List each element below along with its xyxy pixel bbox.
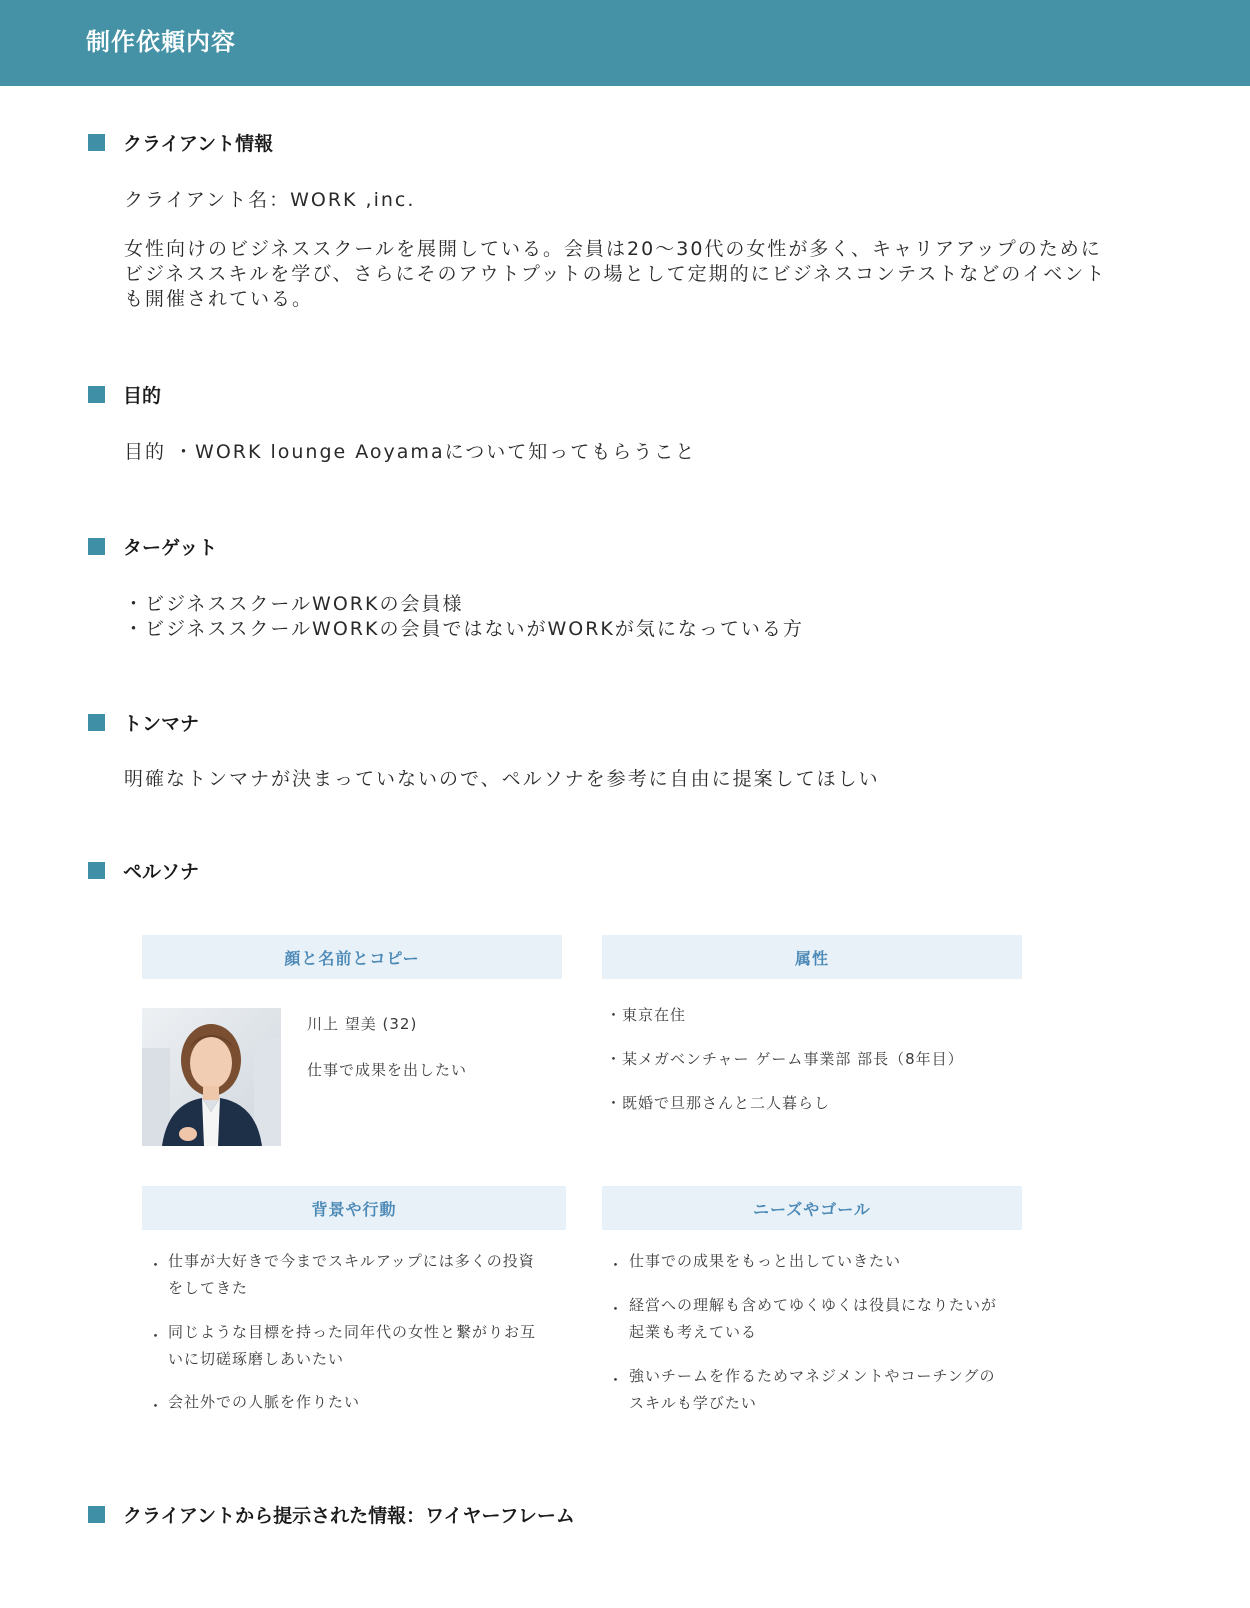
client-description-line-2: ビジネススキルを学び、さらにそのアウトプットの場として定期的にビジネスコンテストなどのイベント: [124, 263, 1107, 285]
purpose-text: 目的 ・WORK lounge Aoyamaについて知ってもらうこと: [124, 441, 697, 463]
section-marker-icon: [88, 714, 105, 731]
section-marker-icon: [88, 1506, 105, 1523]
persona-name: 川上 望美 (32): [307, 1015, 418, 1033]
persona-attribute-item: ・東京在住: [606, 1006, 687, 1024]
background-item-1-line-2: をしてきた: [168, 1279, 249, 1297]
tone-text: 明確なトンマナが決まっていないので、ペルソナを参考に自由に提案してほしい: [124, 768, 880, 790]
bullet-icon: ・: [148, 1256, 164, 1274]
section-title-tone: トンマナ: [123, 713, 200, 735]
bullet-icon: ・: [608, 1256, 624, 1274]
needs-item-3-line-1: 強いチームを作るためマネジメントやコーチングの: [629, 1367, 996, 1385]
background-item-1-line-1: 仕事が大好きで今までスキルアップには多くの投資: [168, 1252, 535, 1270]
bullet-icon: ・: [148, 1327, 164, 1345]
persona-background-header: 背景や行動: [142, 1186, 566, 1230]
persona-attributes-header: 属性: [602, 935, 1022, 979]
persona-copy: 仕事で成果を出したい: [307, 1061, 468, 1079]
section-title-purpose: 目的: [123, 385, 162, 407]
section-marker-icon: [88, 862, 105, 879]
section-title-persona: ペルソナ: [123, 861, 200, 883]
needs-item-2-line-2: 起業も考えている: [629, 1323, 758, 1341]
client-name: クライアント名：WORK ,inc.: [124, 189, 416, 211]
background-item-2-line-2: いに切磋琢磨しあいたい: [168, 1350, 345, 1368]
persona-photo: [142, 1008, 281, 1146]
persona-portrait-icon: [142, 1008, 281, 1146]
background-item-3-line-1: 会社外での人脈を作りたい: [168, 1393, 361, 1411]
section-marker-icon: [88, 134, 105, 151]
section-title-target: ターゲット: [123, 537, 218, 559]
page-title: 制作依頼内容: [86, 28, 236, 56]
section-marker-icon: [88, 386, 105, 403]
persona-face-header: 顔と名前とコピー: [142, 935, 562, 979]
bullet-icon: ・: [608, 1300, 624, 1318]
section-marker-icon: [88, 538, 105, 555]
target-item-2: ・ビジネススクールWORKの会員ではないがWORKが気になっている方: [124, 618, 804, 640]
needs-item-3-line-2: スキルも学びたい: [629, 1394, 757, 1412]
persona-needs-header: ニーズやゴール: [602, 1186, 1022, 1230]
background-item-2-line-1: 同じような目標を持った同年代の女性と繋がりお互: [168, 1323, 537, 1341]
client-description-line-1: 女性向けのビジネススクールを展開している。会員は20〜30代の女性が多く、キャリアアップのために: [124, 238, 1102, 260]
bullet-icon: ・: [148, 1397, 164, 1415]
client-description-line-3: も開催されている。: [124, 288, 314, 310]
needs-item-1-line-1: 仕事での成果をもっと出していきたい: [629, 1252, 902, 1270]
bullet-icon: ・: [608, 1371, 624, 1389]
section-title-client: クライアント情報: [123, 133, 274, 155]
persona-attribute-item: ・某メガベンチャー ゲーム事業部 部長（8年目）: [606, 1050, 964, 1068]
needs-item-2-line-1: 経営への理解も含めてゆくゆくは役員になりたいが: [629, 1296, 998, 1314]
section-title-wireframe: クライアントから提示された情報：ワイヤーフレーム: [123, 1505, 575, 1527]
target-item-1: ・ビジネススクールWORKの会員様: [124, 593, 464, 615]
persona-attribute-item: ・既婚で旦那さんと二人暮らし: [606, 1094, 831, 1112]
page-header: [0, 0, 1250, 86]
